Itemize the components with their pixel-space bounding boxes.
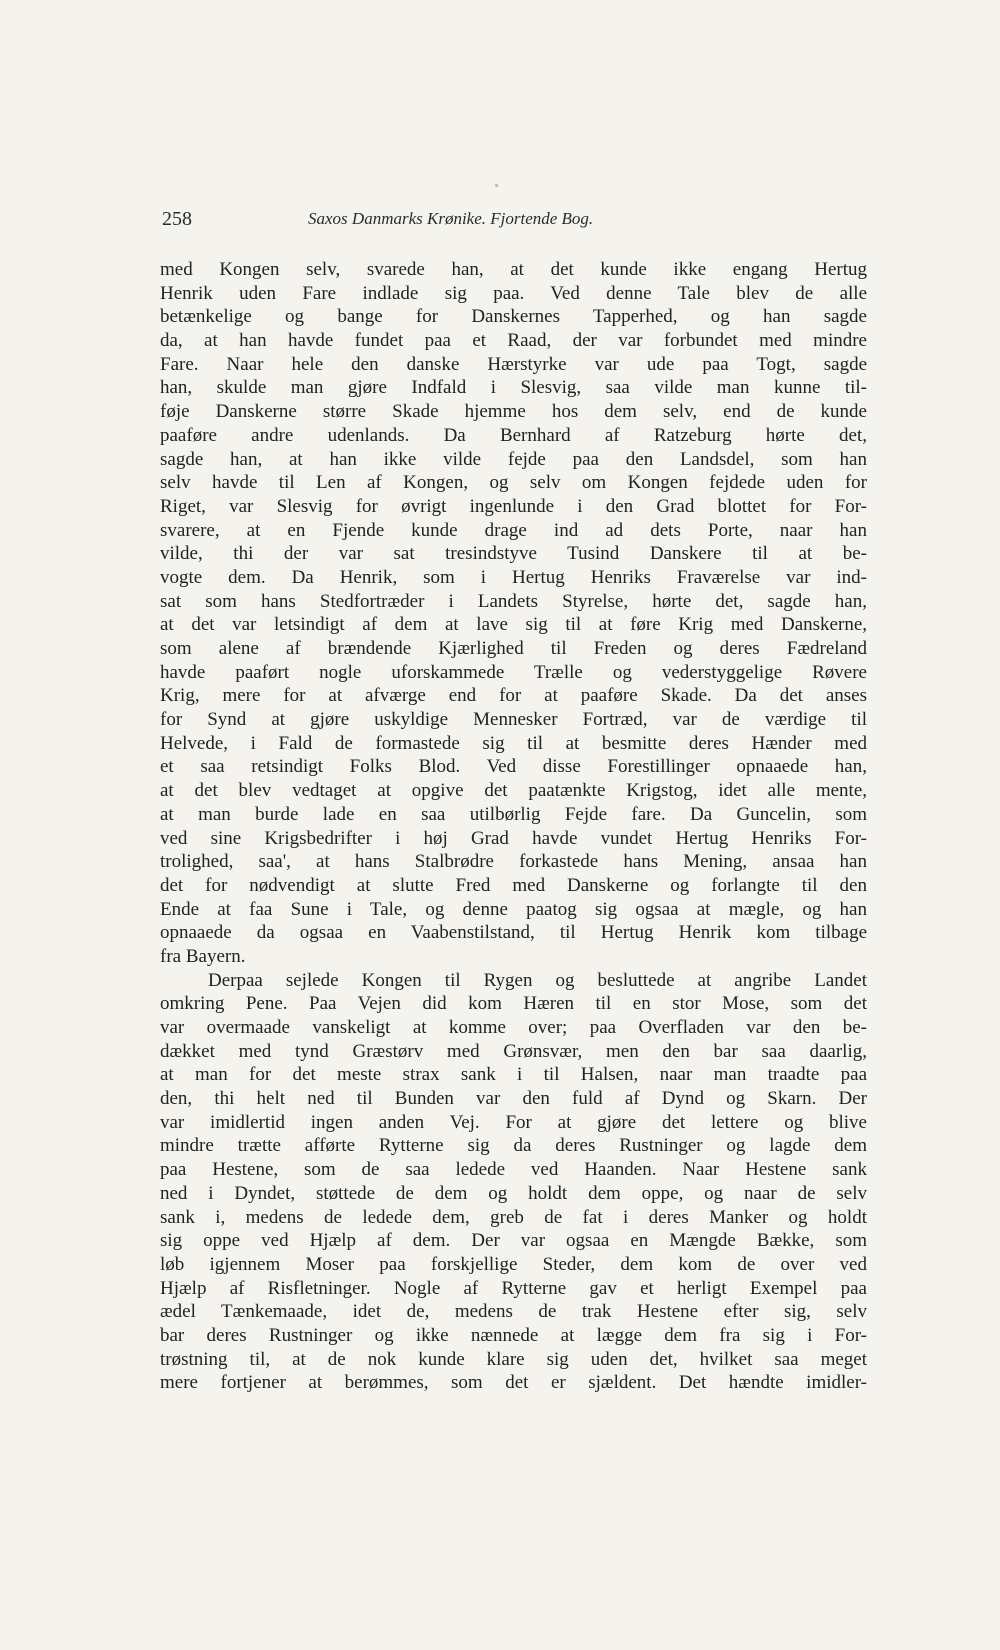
text-line: Derpaa sejlede Kongen til Rygen og besluttede at angribe Landet <box>208 969 867 991</box>
text-line: Krig, mere for at afværge end for at paaføre Skade. Da det anses <box>160 685 867 707</box>
text-line: vilde, thi der var sat tresindstyve Tusind Danskere til at be- <box>160 543 867 565</box>
text-line: sank i, medens de ledede dem, greb de fat i deres Manker og holdt <box>160 1206 867 1228</box>
text-line: et saa retsindigt Folks Blod. Ved disse Forestillinger opnaaede han, <box>160 756 867 778</box>
text-line: ned i Dyndet, støttede de dem og holdt dem oppe, og naar de selv <box>160 1182 867 1204</box>
text-line: at det var letsindigt af dem at lave sig til at føre Krig med Danskerne, <box>160 614 867 636</box>
text-line: at det blev vedtaget at opgive det paatænkte Krigstog, idet alle mente, <box>160 780 867 802</box>
text-line: havde paaført nogle uforskammede Trælle og vederstyggelige Røvere <box>160 661 867 683</box>
text-line: ædel Tænkemaade, idet de, medens de trak Hestene efter sig, selv <box>160 1301 867 1323</box>
text-line: betænkelige og bange for Danskernes Tapperhed, og han sagde <box>160 306 867 328</box>
text-line: Henrik uden Fare indlade sig paa. Ved denne Tale blev de alle <box>160 282 867 304</box>
text-line: svarere, at en Fjende kunde drage ind ad dets Porte, naar han <box>160 519 867 541</box>
text-line: mindre trætte afførte Rytterne sig da deres Rustninger og lagde dem <box>160 1135 867 1157</box>
text-line: da, at han havde fundet paa et Raad, der var forbundet med mindre <box>160 330 867 352</box>
text-line: for Synd at gjøre uskyldige Mennesker Fortræd, var de værdige til <box>160 709 867 731</box>
print-speck <box>495 184 498 187</box>
text-line: som alene af brændende Kjærlighed til Freden og deres Fædreland <box>160 638 867 659</box>
text-line: sagde han, at han ikke vilde fejde paa den Landsdel, som han <box>160 448 867 470</box>
text-line: at man burde lade en saa utilbørlig Fejde fare. Da Guncelin, som <box>160 803 867 825</box>
text-line: Riget, var Slesvig for øvrigt ingenlunde i den Grad blottet for For- <box>160 495 867 517</box>
text-line: løb igjennem Moser paa forskjellige Steder, dem kom de over ved <box>160 1253 867 1275</box>
body-text <box>160 258 867 1395</box>
text-line: han, skulde man gjøre Indfald i Slesvig, saa vilde man kunne til- <box>160 377 867 399</box>
text-line: dækket med tynd Græstørv med Grønsvær, men den bar saa daarlig, <box>160 1040 867 1062</box>
text-line: vogte dem. Da Henrik, som i Hertug Henriks Fraværelse var ind- <box>160 566 867 588</box>
text-line: det for nødvendigt at slutte Fred med Danskerne og forlangte til den <box>160 874 867 896</box>
text-line: mere fortjener at berømmes, som det er sjældent. Det hændte imidler- <box>160 1372 867 1394</box>
text-line: ved sine Krigsbedrifter i høj Grad havde vundet Hertug Henriks For- <box>160 827 867 849</box>
text-line: bar deres Rustninger og ikke nænnede at lægge dem fra sig i For- <box>160 1324 867 1346</box>
text-line: den, thi helt ned til Bunden var den fuld af Dynd og Skarn. Der <box>160 1088 867 1110</box>
text-line: trolighed, saa', at hans Stalbrødre forkastede hans Mening, ansaa han <box>160 851 867 873</box>
text-line: var overmaade vanskeligt at komme over; paa Overfladen var den be- <box>160 1017 867 1038</box>
text-line: trøstning til, at de nok kunde klare sig uden det, hvilket saa meget <box>160 1348 867 1370</box>
text-line: Hjælp af Risfletninger. Nogle af Rytterne gav et herligt Exempel paa <box>160 1277 867 1299</box>
text-line: Helvede, i Fald de formastede sig til at besmitte deres Hænder med <box>160 732 867 754</box>
text-line: Ende at faa Sune i Tale, og denne paatog sig ogsaa at mægle, og han <box>160 898 867 920</box>
text-line: var imidlertid ingen anden Vej. For at gjøre det lettere og blive <box>160 1111 867 1133</box>
text-line: sig oppe ved Hjælp af dem. Der var ogsaa en Mængde Bække, som <box>160 1230 867 1252</box>
running-head <box>162 208 718 238</box>
text-line: sat som hans Stedfortræder i Landets Styrelse, hørte det, sagde han, <box>160 590 867 612</box>
text-line: at man for det meste strax sank i til Halsen, naar man traadte paa <box>160 1064 867 1086</box>
text-line: fra Bayern. <box>160 945 246 967</box>
text-line: paaføre andre udenlands. Da Bernhard af Ratzeburg hørte det, <box>160 424 867 446</box>
text-line: selv havde til Len af Kongen, og selv om Kongen fejdede uden for <box>160 472 867 494</box>
text-line: føje Danskerne større Skade hjemme hos dem selv, end de kunde <box>160 401 867 423</box>
text-line: med Kongen selv, svarede han, at det kunde ikke engang Hertug <box>160 259 867 280</box>
running-title: Saxos Danmarks Krønike. Fjortende Bog. <box>308 209 594 228</box>
text-line: Fare. Naar hele den danske Hærstyrke var ude paa Togt, sagde <box>160 353 867 375</box>
text-line: omkring Pene. Paa Vejen did kom Hæren til en stor Mose, som det <box>160 993 867 1015</box>
text-line: paa Hestene, som de saa ledede ved Haanden. Naar Hestene sank <box>160 1159 867 1181</box>
page-number: 258 <box>162 208 192 230</box>
text-line: opnaaede da ogsaa en Vaabenstilstand, til Hertug Henrik kom tilbage <box>160 922 867 944</box>
